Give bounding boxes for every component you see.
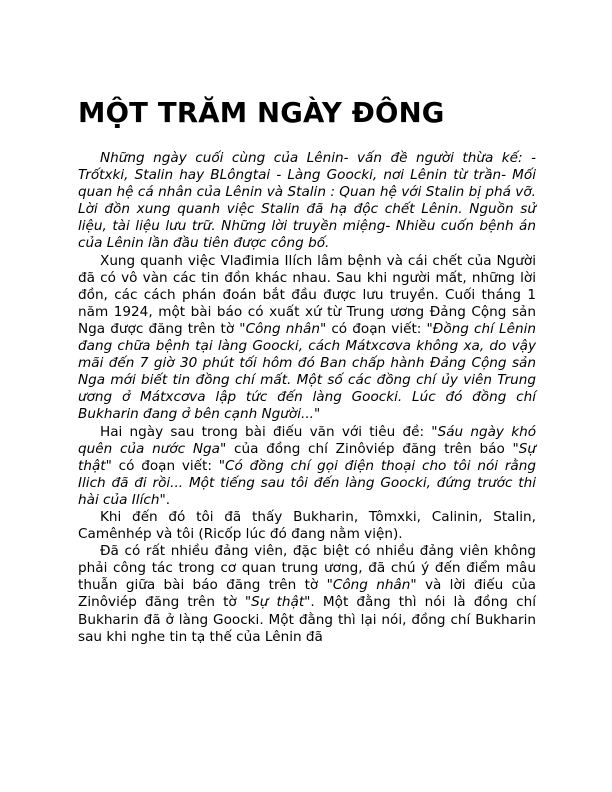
- newspaper-title-su-that-2: Sự thật: [251, 594, 305, 611]
- newspaper-title-cong-nhan-2: Công nhân: [332, 577, 411, 594]
- paragraph-1: [78, 253, 536, 424]
- paragraph-2-text-a: Hai ngày sau trong bài điếu văn với tiêu đề: ": [100, 423, 438, 440]
- newspaper-title-su-that: Sự thật: [78, 440, 536, 474]
- paragraph-1-text-e: ": [313, 406, 321, 423]
- quote-cong-nhan-article: Đồng chí Lênin đang chữa bệnh tại làng Goocki, cách Mátxcơva không xa, do vậy mãi đến 7 giờ 30 phút tối hôm đó Ban chấp hành Đảng Cộng sản Nga mới biết tin đồng chí mất. Một số các đồng chí ủy viên Trung ương ở Mátxcơva lập tức đến làng Goocki. Lúc đó đồng chí Bukharin đang ở bên cạnh Người...: [78, 320, 536, 423]
- newspaper-title-cong-nhan: Công nhân: [245, 320, 320, 337]
- intro-paragraph: Những ngày cuối cùng của Lênin- vấn đề người thừa kế: - Trốtxki, Stalin hay BLôngtai - Làng Goocki, nơi Lênin từ trần- Mối quan hệ cá nhân của Lênin và Stalin : Quan hệ với Stalin bị phá vỡ. Lời đồn xung quanh việc Stalin đã hạ độc chết Lênin. Nguồn sử liệu, tài liệu lưu trữ. Những lời truyền miệng- Nhiều cuốn bệnh án của Lênin lần đầu tiên được công bố.: [78, 150, 536, 252]
- paragraph-3: Khi đến đó tôi đã thấy Bukharin, Tômxki, Calinin, Stalin, Camênhép và tôi (Ricốp lúc đó đang nằm viện).: [78, 508, 536, 543]
- paragraph-2-text-c: " của đồng chí Zinôviép đăng trên báo ": [220, 440, 519, 457]
- eulogy-title: Sáu ngày khó quên của nước Nga: [78, 423, 537, 457]
- paragraph-4-text-e: ". Một đằng thì nói là đồng chí Bukharin đã ở làng Goocki. Một đằng thì lại nói, đồng chí Bukharin sau khi nghe tin tạ thế của Lênin đã: [78, 594, 537, 645]
- document-body: [78, 150, 536, 646]
- paragraph-2: [78, 424, 536, 509]
- page-title: MỘT TRĂM NGÀY ĐÔNG: [78, 97, 445, 129]
- paragraph-2-text-g: ".: [159, 491, 171, 508]
- paragraph-4: [78, 543, 536, 646]
- paragraph-4-text-c: " và lời điếu của Zinôviép đăng trên tờ ": [78, 577, 536, 611]
- paragraph-1-text-c: " có đoạn viết: ": [319, 320, 433, 337]
- quote-zinoviev-eulogy: Có đồng chí gọi điện thoại cho tôi nói rằng Ilich đã đi rồi... Một tiếng sau tôi đến làng Goocki, đứng trước thi hài của Ilích: [78, 457, 536, 508]
- paragraph-4-text-a: Đã có rất nhiều đảng viên, đặc biệt có nhiều đảng viên không phải công tác trong cơ quan trung ương, đã chú ý đến điểm mâu thuẫn giữa bài báo đăng trên tờ ": [78, 543, 536, 594]
- paragraph-2-text-e: " có đoạn viết: ": [105, 457, 225, 474]
- paragraph-1-text-a: Xung quanh việc Vlađimia Ilích lâm bệnh và cái chết của Người đã có vô vàn các tin đồn khác nhau. Sau khi người mất, những lời đồn, các cách phán đoán bắt đầu được lưu truyền. Cuối tháng 1 năm 1924, một bài báo có xuất xứ từ Trung ương Đảng Cộng sản Nga được đăng trên tờ ": [78, 252, 536, 337]
